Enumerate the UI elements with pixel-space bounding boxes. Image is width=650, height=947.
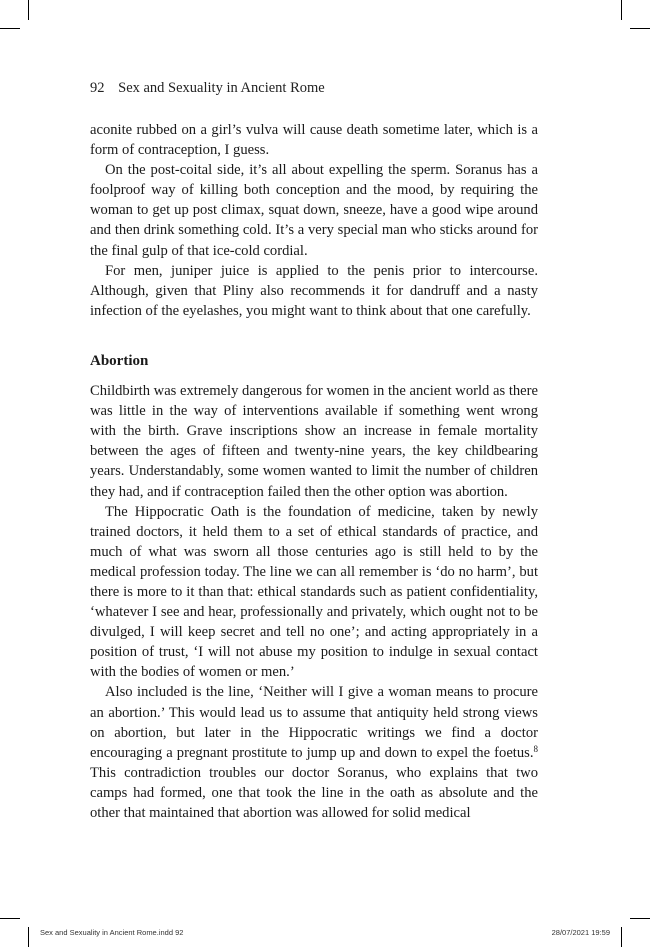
- crop-mark-top-right: [621, 0, 622, 20]
- crop-mark-bottom-right-h: [630, 918, 650, 919]
- page-number: 92: [90, 80, 105, 96]
- crop-mark-top-left-h: [0, 28, 20, 29]
- footnote-marker[interactable]: 8: [533, 743, 538, 754]
- paragraph-6-part-2: This contradiction troubles our doctor Soranus, who explains that two camps had formed, one that took the line in the oath as absolute and the other that maintained that abortion was allowed for solid medical: [90, 764, 538, 821]
- paragraph-1: aconite rubbed on a girl’s vulva will cause death sometime later, which is a form of contraception, I guess.: [90, 122, 538, 159]
- slug-datetime: 28/07/2021 19:59: [551, 928, 610, 937]
- crop-mark-bottom-left: [28, 927, 29, 947]
- paragraph-4: Childbirth was extremely dangerous for women in the ancient world as there was little in the way of interventions available if something went wrong with the birth. Grave inscriptions show an increase in female mortality between the ages of fifteen and twenty-nine years, the key childbearing years. Understandably, some women wanted to limit the number of children they had, and if contraception failed then the other option was abortion.: [90, 383, 538, 500]
- paragraph-6-part-1: Also included is the line, ‘Neither will I give a woman means to procure an abortion.’ This would lead us to assume that antiquity held strong views on abortion, but later in the Hippocratic writings we find a doctor encouraging a pregnant prostitute to jump up and down to expel the foetus.: [90, 684, 538, 761]
- paragraph-2: On the post-coital side, it’s all about expelling the sperm. Soranus has a foolproof way of killing both conception and the mood, by requiring the woman to get up post climax, squat down, sneeze, have a good wipe around and then drink something cold. It’s a very special man who sticks around for the final gulp of that ice-cold cordial.: [90, 162, 538, 259]
- crop-mark-top-left: [28, 0, 29, 20]
- crop-mark-bottom-right: [621, 927, 622, 947]
- section-heading: Abortion: [90, 352, 149, 369]
- running-head: [90, 80, 325, 97]
- paragraph-6: [90, 682, 538, 823]
- body-text: [90, 120, 538, 823]
- crop-mark-top-right-h: [630, 28, 650, 29]
- paragraph-3: For men, juniper juice is applied to the penis prior to intercourse. Although, given that Pliny also recommends it for dandruff and a nasty infection of the eyelashes, you might want to think about that one carefully.: [90, 262, 538, 319]
- paragraph-5: The Hippocratic Oath is the foundation of medicine, taken by newly trained doctors, it held them to a set of ethical standards of practice, and much of what was sworn all those centuries ago is still held to by the medical profession today. The line we can all remember is ‘do no harm’, but there is more to it than that: ethical standards such as patient confidentiality, ‘whatever I see and hear, professionally and privately, which ought not to be divulged, I will keep secret and tell no one’; and acting appropriately in a position of trust, ‘I will not abuse my position to indulge in sexual contact with the bodies of women or men.’: [90, 503, 538, 681]
- crop-mark-bottom-left-h: [0, 918, 20, 919]
- slug-filename: Sex and Sexuality in Ancient Rome.indd 92: [40, 928, 184, 937]
- book-title: Sex and Sexuality in Ancient Rome: [118, 80, 325, 96]
